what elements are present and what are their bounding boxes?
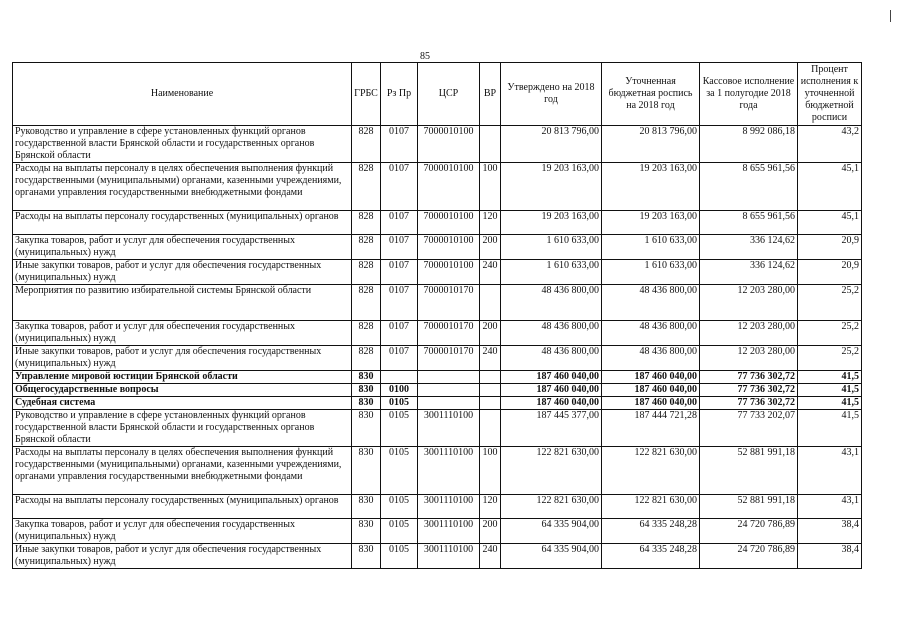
header-percent: Процент исполнения к уточненной бюджетной росписи	[798, 63, 862, 126]
cell-cash: 336 124,62	[700, 260, 798, 285]
cell-rzpr: 0100	[381, 384, 418, 397]
header-rzpr: Рз Пр	[381, 63, 418, 126]
cell-grbs: 828	[352, 346, 381, 371]
cell-csr: 7000010170	[418, 321, 480, 346]
cell-rzpr: 0107	[381, 235, 418, 260]
page-number: 85	[420, 51, 430, 62]
cell-cash: 8 655 961,56	[700, 163, 798, 211]
table-row	[13, 447, 862, 495]
budget-table	[12, 62, 862, 569]
cell-rzpr: 0107	[381, 321, 418, 346]
cell-cash: 77 733 202,07	[700, 410, 798, 447]
header-csr: ЦСР	[418, 63, 480, 126]
cell-refined: 19 203 163,00	[602, 163, 700, 211]
cell-rzpr: 0105	[381, 544, 418, 569]
cell-vr: 240	[480, 544, 501, 569]
cell-rzpr: 0107	[381, 126, 418, 163]
cell-vr	[480, 397, 501, 410]
cell-csr: 3001110100	[418, 519, 480, 544]
table-row	[13, 235, 862, 260]
cell-approved: 1 610 633,00	[501, 235, 602, 260]
cell-vr	[480, 410, 501, 447]
cell-vr: 100	[480, 447, 501, 495]
cell-grbs: 830	[352, 410, 381, 447]
header-approved: Утверждено на 2018 год	[501, 63, 602, 126]
cell-vr: 120	[480, 495, 501, 519]
cell-approved: 19 203 163,00	[501, 211, 602, 235]
cell-approved: 187 445 377,00	[501, 410, 602, 447]
cell-refined: 1 610 633,00	[602, 235, 700, 260]
table-row	[13, 211, 862, 235]
cell-approved: 64 335 904,00	[501, 544, 602, 569]
cell-csr	[418, 384, 480, 397]
cell-percent: 25,2	[798, 285, 862, 321]
cell-cash: 52 881 991,18	[700, 495, 798, 519]
table-row	[13, 285, 862, 321]
cell-name: Расходы на выплаты персоналу в целях обеспечения выполнения функций государственными (муниципальными) органами, казенными учреждениями, органами управления государственными внебюджетными фондами	[13, 163, 352, 211]
cell-name: Расходы на выплаты персоналу государственных (муниципальных) органов	[13, 211, 352, 235]
cell-csr: 7000010100	[418, 126, 480, 163]
cell-name: Расходы на выплаты персоналу государственных (муниципальных) органов	[13, 495, 352, 519]
cell-percent: 38,4	[798, 519, 862, 544]
cell-approved: 187 460 040,00	[501, 397, 602, 410]
cell-refined: 48 436 800,00	[602, 285, 700, 321]
table-row	[13, 544, 862, 569]
cell-csr: 7000010100	[418, 235, 480, 260]
cell-name: Иные закупки товаров, работ и услуг для обеспечения государственных (муниципальных) нужд	[13, 346, 352, 371]
header-name: Наименование	[13, 63, 352, 126]
cell-approved: 19 203 163,00	[501, 163, 602, 211]
cell-refined: 64 335 248,28	[602, 544, 700, 569]
cell-percent: 45,1	[798, 163, 862, 211]
cell-csr: 3001110100	[418, 447, 480, 495]
cell-rzpr: 0105	[381, 519, 418, 544]
cell-name: Судебная система	[13, 397, 352, 410]
cell-name: Иные закупки товаров, работ и услуг для обеспечения государственных (муниципальных) нужд	[13, 260, 352, 285]
cell-name: Закупка товаров, работ и услуг для обеспечения государственных (муниципальных) нужд	[13, 235, 352, 260]
cell-rzpr: 0107	[381, 211, 418, 235]
cell-grbs: 830	[352, 519, 381, 544]
cell-refined: 48 436 800,00	[602, 321, 700, 346]
cell-percent: 38,4	[798, 544, 862, 569]
table-row	[13, 495, 862, 519]
cell-name: Закупка товаров, работ и услуг для обеспечения государственных (муниципальных) нужд	[13, 519, 352, 544]
cell-vr	[480, 371, 501, 384]
cell-refined: 187 444 721,28	[602, 410, 700, 447]
table-row	[13, 519, 862, 544]
table-row	[13, 126, 862, 163]
cell-rzpr: 0105	[381, 410, 418, 447]
cell-grbs: 830	[352, 384, 381, 397]
cell-grbs: 830	[352, 371, 381, 384]
cell-cash: 24 720 786,89	[700, 519, 798, 544]
cell-percent: 20,9	[798, 235, 862, 260]
cell-approved: 48 436 800,00	[501, 346, 602, 371]
cell-name: Управление мировой юстиции Брянской области	[13, 371, 352, 384]
cell-csr: 7000010170	[418, 346, 480, 371]
table-body	[13, 126, 862, 569]
cell-rzpr: 0105	[381, 447, 418, 495]
cell-refined: 122 821 630,00	[602, 495, 700, 519]
cell-grbs: 830	[352, 544, 381, 569]
cell-vr	[480, 285, 501, 321]
cell-percent: 45,1	[798, 211, 862, 235]
cell-refined: 122 821 630,00	[602, 447, 700, 495]
cell-csr: 7000010170	[418, 285, 480, 321]
cell-grbs: 828	[352, 321, 381, 346]
cell-csr: 3001110100	[418, 495, 480, 519]
cell-rzpr	[381, 371, 418, 384]
cell-grbs: 830	[352, 447, 381, 495]
table-row	[13, 384, 862, 397]
cell-approved: 48 436 800,00	[501, 285, 602, 321]
cell-vr: 200	[480, 519, 501, 544]
cell-refined: 19 203 163,00	[602, 211, 700, 235]
cell-name: Общегосударственные вопросы	[13, 384, 352, 397]
cell-vr: 240	[480, 260, 501, 285]
cell-csr: 7000010100	[418, 211, 480, 235]
cell-percent: 43,2	[798, 126, 862, 163]
table-row	[13, 410, 862, 447]
cell-cash: 24 720 786,89	[700, 544, 798, 569]
table-row	[13, 346, 862, 371]
cell-vr: 120	[480, 211, 501, 235]
cell-name: Руководство и управление в сфере установленных функций органов государственной власти Брянской области и государственных органов Брянской области	[13, 410, 352, 447]
cell-cash: 52 881 991,18	[700, 447, 798, 495]
cell-approved: 1 610 633,00	[501, 260, 602, 285]
cell-vr: 100	[480, 163, 501, 211]
table-row	[13, 163, 862, 211]
cell-approved: 48 436 800,00	[501, 321, 602, 346]
cell-name: Мероприятия по развитию избирательной системы Брянской области	[13, 285, 352, 321]
cell-vr: 200	[480, 235, 501, 260]
cell-csr: 7000010100	[418, 260, 480, 285]
cell-vr	[480, 126, 501, 163]
cell-name: Расходы на выплаты персоналу в целях обеспечения выполнения функций государственными (муниципальными) органами, казенными учреждениями, органами управления государственными внебюджетными фондами	[13, 447, 352, 495]
cell-rzpr: 0107	[381, 163, 418, 211]
cell-rzpr: 0107	[381, 346, 418, 371]
cell-cash: 8 992 086,18	[700, 126, 798, 163]
header-cash: Кассовое исполнение за 1 полугодие 2018 года	[700, 63, 798, 126]
cell-rzpr: 0107	[381, 285, 418, 321]
cell-grbs: 828	[352, 260, 381, 285]
header-refined: Уточненная бюджетная роспись на 2018 год	[602, 63, 700, 126]
cell-refined: 187 460 040,00	[602, 371, 700, 384]
cell-refined: 187 460 040,00	[602, 384, 700, 397]
cell-csr: 7000010100	[418, 163, 480, 211]
cell-grbs: 828	[352, 211, 381, 235]
cell-percent: 41,5	[798, 397, 862, 410]
cell-percent: 25,2	[798, 321, 862, 346]
cell-refined: 187 460 040,00	[602, 397, 700, 410]
cell-name: Иные закупки товаров, работ и услуг для обеспечения государственных (муниципальных) нужд	[13, 544, 352, 569]
cell-cash: 77 736 302,72	[700, 371, 798, 384]
cell-cash: 8 655 961,56	[700, 211, 798, 235]
cell-grbs: 828	[352, 126, 381, 163]
cell-cash: 77 736 302,72	[700, 384, 798, 397]
cell-percent: 43,1	[798, 447, 862, 495]
cell-name: Руководство и управление в сфере установленных функций органов государственной власти Брянской области и государственных органов Брянской области	[13, 126, 352, 163]
cell-percent: 41,5	[798, 410, 862, 447]
cell-approved: 20 813 796,00	[501, 126, 602, 163]
cell-percent: 43,1	[798, 495, 862, 519]
cell-percent: 25,2	[798, 346, 862, 371]
cell-percent: 41,5	[798, 371, 862, 384]
cell-cash: 12 203 280,00	[700, 285, 798, 321]
cell-vr: 200	[480, 321, 501, 346]
cell-vr: 240	[480, 346, 501, 371]
cell-approved: 122 821 630,00	[501, 495, 602, 519]
cell-cash: 12 203 280,00	[700, 346, 798, 371]
cell-vr	[480, 384, 501, 397]
cell-refined: 20 813 796,00	[602, 126, 700, 163]
cell-rzpr: 0105	[381, 397, 418, 410]
cell-cash: 12 203 280,00	[700, 321, 798, 346]
table-row	[13, 371, 862, 384]
cell-csr	[418, 397, 480, 410]
cell-refined: 48 436 800,00	[602, 346, 700, 371]
cell-rzpr: 0107	[381, 260, 418, 285]
cell-approved: 122 821 630,00	[501, 447, 602, 495]
cell-grbs: 828	[352, 163, 381, 211]
cell-refined: 1 610 633,00	[602, 260, 700, 285]
cell-grbs: 828	[352, 235, 381, 260]
scan-edge-mark	[890, 10, 891, 22]
cell-grbs: 828	[352, 285, 381, 321]
cell-approved: 64 335 904,00	[501, 519, 602, 544]
cell-cash: 77 736 302,72	[700, 397, 798, 410]
cell-rzpr: 0105	[381, 495, 418, 519]
cell-cash: 336 124,62	[700, 235, 798, 260]
cell-grbs: 830	[352, 397, 381, 410]
cell-percent: 20,9	[798, 260, 862, 285]
cell-refined: 64 335 248,28	[602, 519, 700, 544]
cell-name: Закупка товаров, работ и услуг для обеспечения государственных (муниципальных) нужд	[13, 321, 352, 346]
header-grbs: ГРБС	[352, 63, 381, 126]
cell-approved: 187 460 040,00	[501, 384, 602, 397]
table-row	[13, 397, 862, 410]
cell-percent: 41,5	[798, 384, 862, 397]
cell-csr	[418, 371, 480, 384]
header-vr: ВР	[480, 63, 501, 126]
table-row	[13, 321, 862, 346]
cell-csr: 3001110100	[418, 410, 480, 447]
table-row	[13, 260, 862, 285]
cell-grbs: 830	[352, 495, 381, 519]
cell-approved: 187 460 040,00	[501, 371, 602, 384]
cell-csr: 3001110100	[418, 544, 480, 569]
